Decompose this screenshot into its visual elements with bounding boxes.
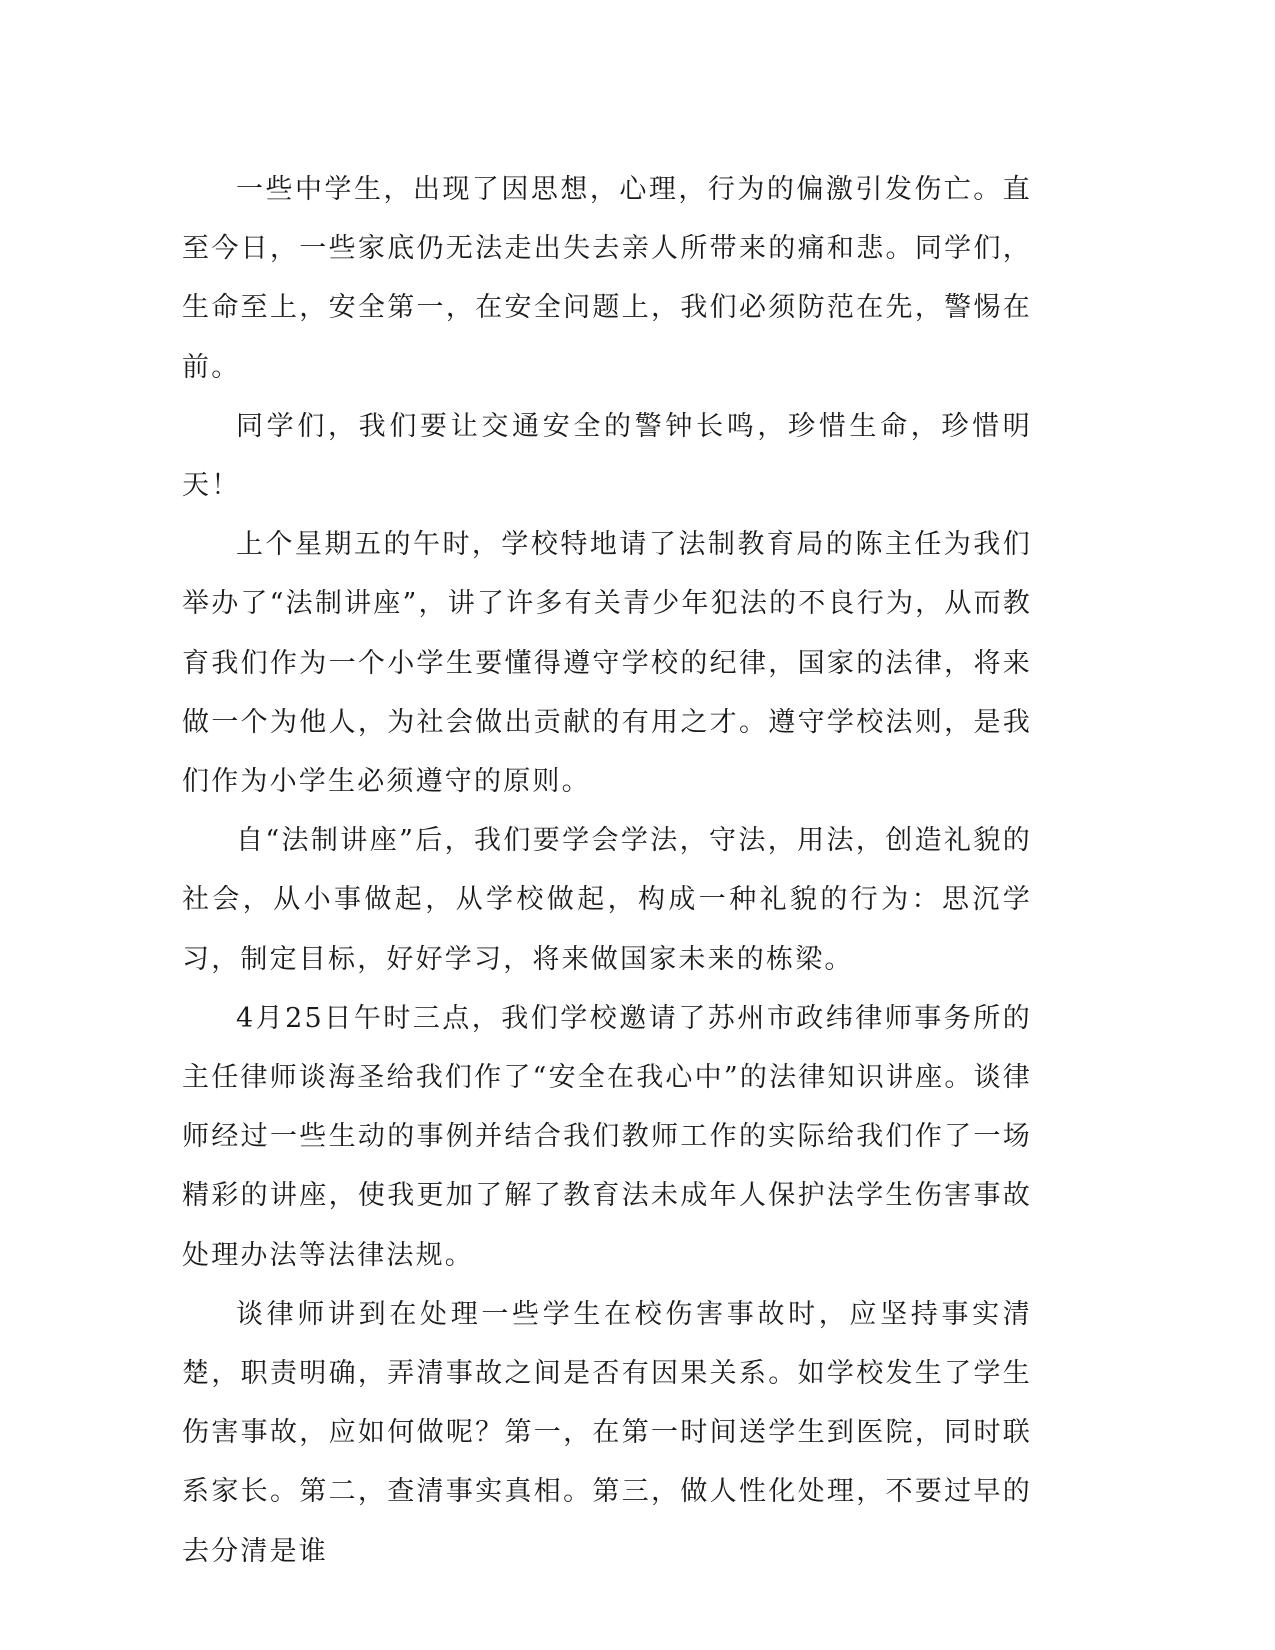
paragraph-1: 一些中学生，出现了因思想，心理，行为的偏激引发伤亡。直至今日，一些家底仍无法走出失去亲人所带来的痛和悲。同学们，生命至上，安全第一，在安全问题上，我们必须防范在先，警惕在前。	[182, 174, 1032, 383]
paragraph-2: 同学们，我们要让交通安全的警钟长鸣，珍惜生命，珍惜明天！	[182, 410, 1032, 502]
document-page	[182, 160, 1032, 1581]
paragraph-3: 上个星期五的午时，学校特地请了法制教育局的陈主任为我们举办了“法制讲座”，讲了许多有关青少年犯法的不良行为，从而教育我们作为一个小学生要懂得遵守学校的纪律，国家的法律，将来做一个为他人，为社会做出贡献的有用之才。遵守学校法则，是我们作为小学生必须遵守的原则。	[182, 529, 1032, 798]
paragraph-6: 谈律师讲到在处理一些学生在校伤害事故时，应坚持事实清楚，职责明确，弄清事故之间是否有因果关系。如学校发生了学生伤害事故，应如何做呢？第一，在第一时间送学生到医院，同时联系家长。第二，查清事实真相。第三，做人性化处理，不要过早的去分清是谁	[182, 1298, 1032, 1567]
paragraph-4: 自“法制讲座”后，我们要学会学法，守法，用法，创造礼貌的社会，从小事做起，从学校做起，构成一种礼貌的行为：思沉学习，制定目标，好好学习，将来做国家未来的栋梁。	[182, 825, 1032, 975]
paragraph-5: 4月25日午时三点，我们学校邀请了苏州市政纬律师事务所的主任律师谈海圣给我们作了“安全在我心中”的法律知识讲座。谈律师经过一些生动的事例并结合我们教师工作的实际给我们作了一场精彩的讲座，使我更加了解了教育法未成年人保护法学生伤害事故处理办法等法律法规。	[182, 1002, 1032, 1271]
